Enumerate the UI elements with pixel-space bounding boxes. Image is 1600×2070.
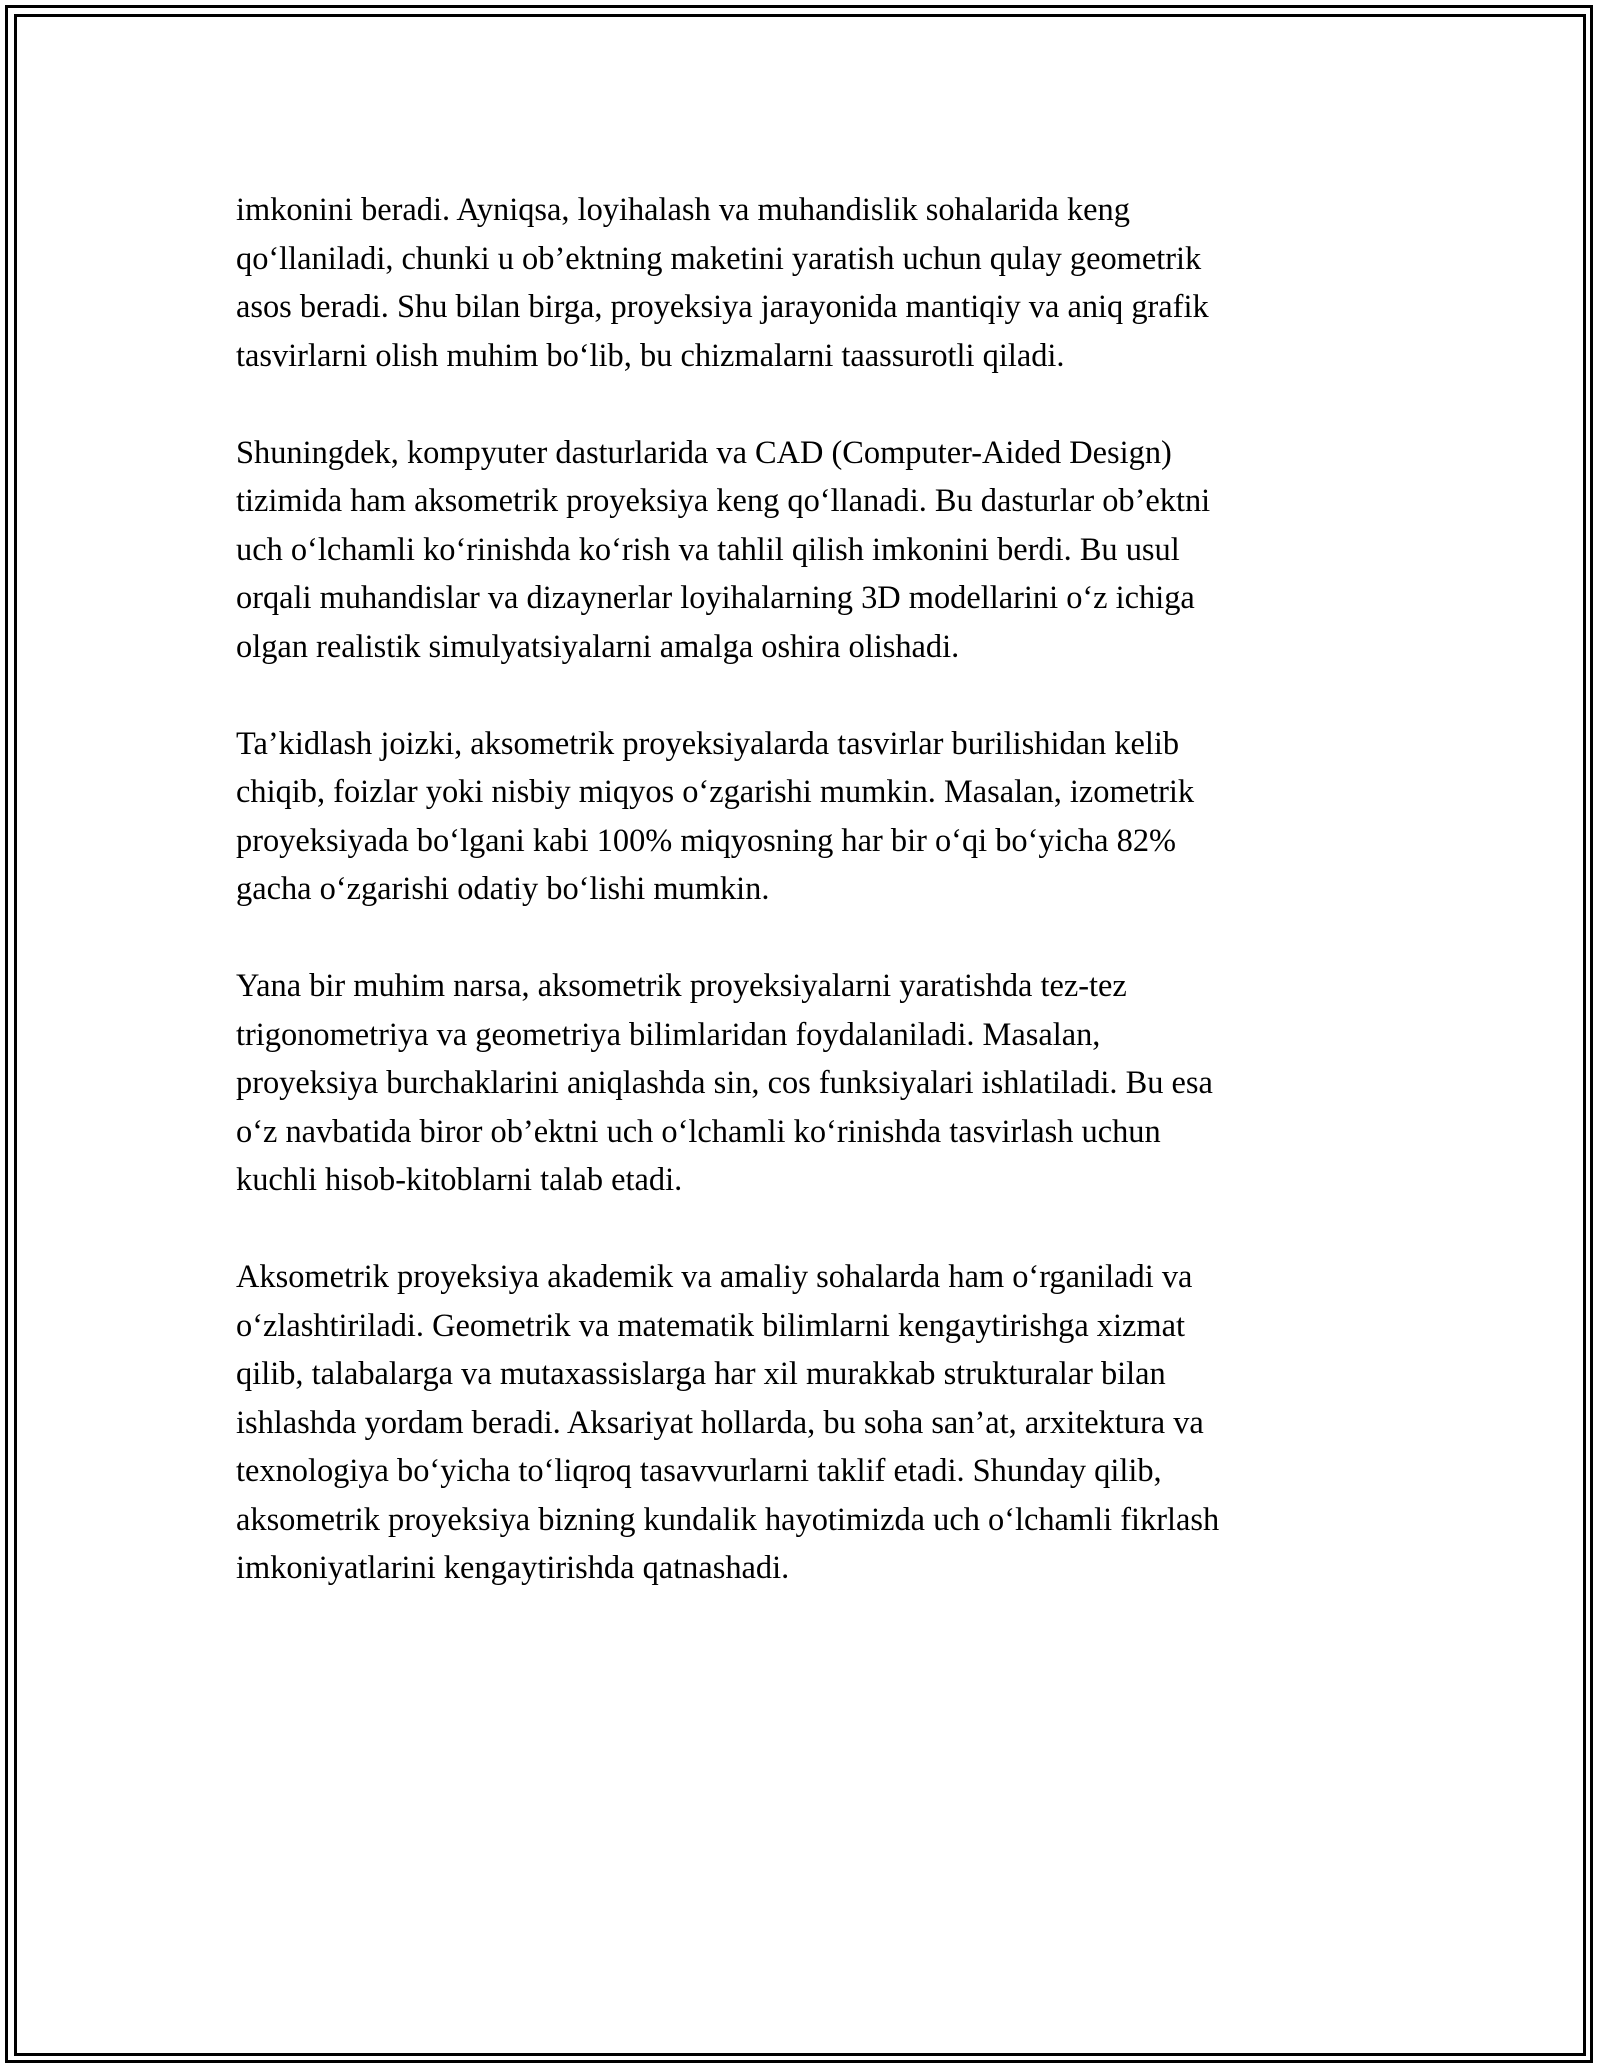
paragraph-4: Yana bir muhim narsa, aksometrik proyeksiyalarni yaratishda tez-tez trigonometriya va geometriya bilimlaridan foydalaniladi. Masalan, proyeksiya burchaklarini aniqlashda sin, cos funksiyalari ishlatiladi. Bu esa o‘z navbatida biror ob’ektni uch o‘lchamli ko‘rinishda tasvirlash uchun kuchli hisob-kitoblarni talab etadi.: [236, 968, 1213, 1198]
paragraph-1: imkonini beradi. Ayniqsa, loyihalash va muhandislik sohalarida keng qo‘llaniladi, chunki u ob’ektning maketini yaratish uchun qulay geometrik asos beradi. Shu bilan birga, proyeksiya jarayonida mantiqiy va aniq grafik tasvirlarni olish muhim bo‘lib, bu chizmalarni taassurotli qiladi.: [236, 192, 1209, 374]
paragraph-3: Ta’kidlash joizki, aksometrik proyeksiyalarda tasvirlar burilishidan kelib chiqib, foizlar yoki nisbiy miqyos o‘zgarishi mumkin. Masalan, izometrik proyeksiyada bo‘lgani kabi 100% miqyosning har bir o‘qi bo‘yicha 82% gacha o‘zgarishi odatiy bo‘lishi mumkin.: [236, 725, 1195, 907]
document-body: [236, 186, 1366, 1641]
paragraph-2: Shuningdek, kompyuter dasturlarida va CAD (Computer-Aided Design) tizimida ham aksometrik proyeksiya keng qo‘llanadi. Bu dasturlar ob’ektni uch o‘lchamli ko‘rinishda ko‘rish va tahlil qilish imkonini berdi. Bu usul orqali muhandislar va dizaynerlar loyihalarning 3D modellarini o‘z ichiga olgan realistik simulyatsiyalarni amalga oshira olishadi.: [236, 434, 1211, 665]
paragraph-5: Aksometrik proyeksiya akademik va amaliy sohalarda ham o‘rganiladi va o‘zlashtiriladi. Geometrik va matematik bilimlarni kengaytirishga xizmat qilib, talabalarga va mutaxassislarga har xil murakkab strukturalar bilan ishlashda yordam beradi. Aksariyat hollarda, bu soha san’at, arxitektura va texnologiya bo‘yicha to‘liqroq tasavvurlarni taklif etadi. Shunday qilib, aksometrik proyeksiya bizning kundalik hayotimizda uch o‘lchamli fikrlash imkoniyatlarini kengaytirishda qatnashadi.: [236, 1259, 1220, 1586]
